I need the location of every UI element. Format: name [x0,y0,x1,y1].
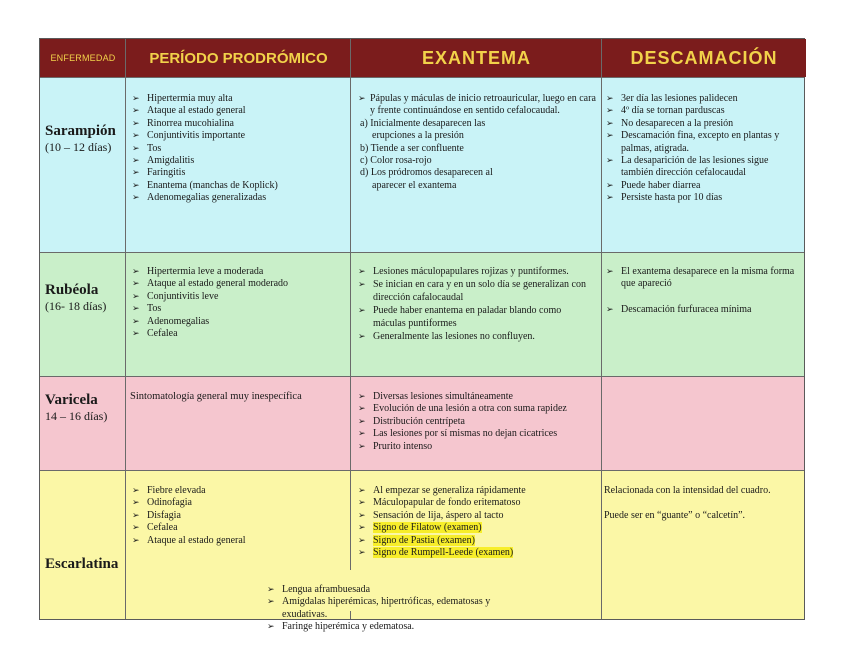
list-item: ➢ Conjuntivitis leve [130,291,347,303]
prodromo-cell [126,377,351,470]
list-item: ➢ Generalmente las lesiones no confluyen. [356,331,594,343]
disease-cell [40,377,126,470]
list-item: ➢ Prurito intenso [356,441,594,453]
disease-name: Rubéola [45,282,99,298]
escarlatina-extra [265,584,515,634]
list-item: ➢ Faringe hiperémica y edematosa. [265,621,515,633]
list-item: ➢ Conjuntivitis importante [130,130,347,142]
list-item: ➢ Persiste hasta por 10 días [604,192,800,204]
disease-name: Escarlatina [45,556,119,572]
row-rubeola [40,252,804,376]
prodromo-list [130,93,347,205]
incubation-days: 14 – 16 días) [45,409,108,423]
header-enfermedad: ENFERMEDAD [40,39,126,77]
row-varicela [40,376,804,470]
highlighted-text: Signo de Filatow (examen) [373,522,482,534]
exantema-list [356,266,594,343]
exantema-cell [351,471,602,571]
descamacion-cell [602,471,804,619]
list-item: ➢ Sensación de lija, áspero al tacto [356,510,594,522]
list-item: ➢ El exantema desaparece en la misma forma que apareció [604,266,800,291]
list-item: ➢ Máculopapular de fondo eritematoso [356,497,594,509]
exantema-subitem: c) Color rosa-rojo [360,155,432,167]
prodromo-list [130,485,347,547]
exantema-list [356,391,594,453]
list-item: ➢ Se inician en cara y en un solo día se generalizan con dirección cafalocaudal [356,279,594,304]
list-item: ➢ Disfagia [130,510,347,522]
list-item: ➢ Fiebre elevada [130,485,347,497]
descamacion-list [604,93,800,205]
list-item: ➢ Las lesiones por sí mismas no dejan cicatrices [356,428,594,440]
column-divider [350,611,351,619]
descamacion-list [604,266,800,316]
list-item: ➢ Tos [130,143,347,155]
list-item: ➢ Hipertermia leve a moderada [130,266,347,278]
list-item: ➢ Faringitis [130,167,347,179]
exantema-intro-list [356,93,596,118]
incubation-days: (16- 18 días) [45,299,107,313]
list-item: ➢ La desaparición de las lesiones sigue también dirección cefalocaudal [604,155,800,180]
list-item-highlighted [356,522,594,534]
disease-name: Sarampión [45,123,116,139]
list-item-highlighted [356,547,594,559]
highlighted-text: Signo de Rumpell-Leede (examen) [373,547,514,559]
descamacion-text: Relacionada con la intensidad del cuadro. [604,485,771,496]
list-item: ➢ 3er día las lesiones palidecen [604,93,800,105]
incubation-days: (10 – 12 días) [45,140,112,154]
header-exantema: EXANTEMA [351,39,602,77]
list-item: ➢ Amigdalitis [130,155,347,167]
descamacion-cell [602,377,804,470]
list-item: ➢ Puede haber diarrea [604,180,800,192]
prodromo-text: Sintomatología general muy inespecífica [130,391,302,402]
list-item: ➢ Rinorrea mucohialina [130,118,347,130]
exantema-subitem: aparecer el exantema [372,179,457,191]
header-periodo-prodromico: PERÍODO PRODRÓMICO [126,39,351,77]
descamacion-cell [602,253,804,376]
list-item: ➢ Diversas lesiones simultáneamente [356,391,594,403]
exantema-list [356,485,594,559]
list-item: ➢ Evolución de una lesión a otra con suma rapidez [356,403,594,415]
disease-table [39,38,805,633]
descamacion-text: Puede ser en “guante” o “calcetín”. [604,510,746,522]
list-item: ➢ Puede haber enantema en paladar blando como máculas puntiformes [356,305,594,330]
exantema-subitem: b) Tiende a ser confluente [360,142,464,154]
descamacion-cell [602,78,804,252]
list-item: ➢ Amígdalas hiperémicas, hipertróficas, edematosas y exudativas. [265,596,515,621]
row-sarampion [40,77,804,252]
disease-cell [40,471,126,619]
prodromo-cell [126,78,351,252]
list-item: ➢ Adenomegalias generalizadas [130,192,347,204]
exantema-cell [351,253,602,376]
exantema-subitem: erupciones a la presión [372,130,464,142]
exantema-cell [351,78,602,252]
exantema-subitem: a) Inicialmente desaparecen las [360,117,486,129]
list-item: ➢ Distribución centrípeta [356,416,594,428]
list-item: ➢ Enantema (manchas de Koplick) [130,180,347,192]
list-item: ➢ Ataque al estado general moderado [130,278,347,290]
list-item: ➢ Cefalea [130,328,347,340]
exantema-subitem: d) Los pródromos desaparecen al [360,167,493,179]
list-item: ➢ Adenomegalias [130,316,347,328]
list-item: ➢ Lengua aframbuesada [265,584,515,596]
disease-name: Varicela [45,392,98,408]
list-item: ➢ Odinofagia [130,497,347,509]
prodromo-list [130,266,347,340]
column-divider [601,39,602,619]
row-escarlatina [40,470,804,633]
list-item-highlighted [356,535,594,547]
list-item: ➢ No desaparecen a la presión [604,118,800,130]
list-item: ➢ Lesiones máculopapulares rojizas y puntiformes. [356,266,594,278]
list-item: ➢ 4º día se tornan parduscas [604,105,800,117]
column-divider [350,39,351,570]
column-divider [125,39,126,619]
list-item: ➢ Descamación fina, excepto en plantas y palmas, atigrada. [604,130,800,155]
disease-cell [40,78,126,252]
list-item: ➢ Tos [130,303,347,315]
exantema-cell [351,377,602,470]
list-item: ➢ Al empezar se generaliza rápidamente [356,485,594,497]
highlighted-text: Signo de Pastia (examen) [373,534,475,546]
list-item: ➢ Pápulas y máculas de inicio retroauricular, luego en cara y frente continuándose en sentido cefalocaudal. [356,93,596,118]
list-item: ➢ Cefalea [130,522,347,534]
list-item: ➢ Ataque al estado general [130,535,347,547]
prodromo-cell [126,253,351,376]
list-item: ➢ Ataque al estado general [130,105,347,117]
list-item: ➢ Hipertermia muy alta [130,93,347,105]
disease-cell [40,253,126,376]
list-item: ➢ Descamación furfuracea mínima [604,304,800,316]
header-descamacion: DESCAMACIÓN [602,39,806,77]
extra-list [265,584,515,634]
